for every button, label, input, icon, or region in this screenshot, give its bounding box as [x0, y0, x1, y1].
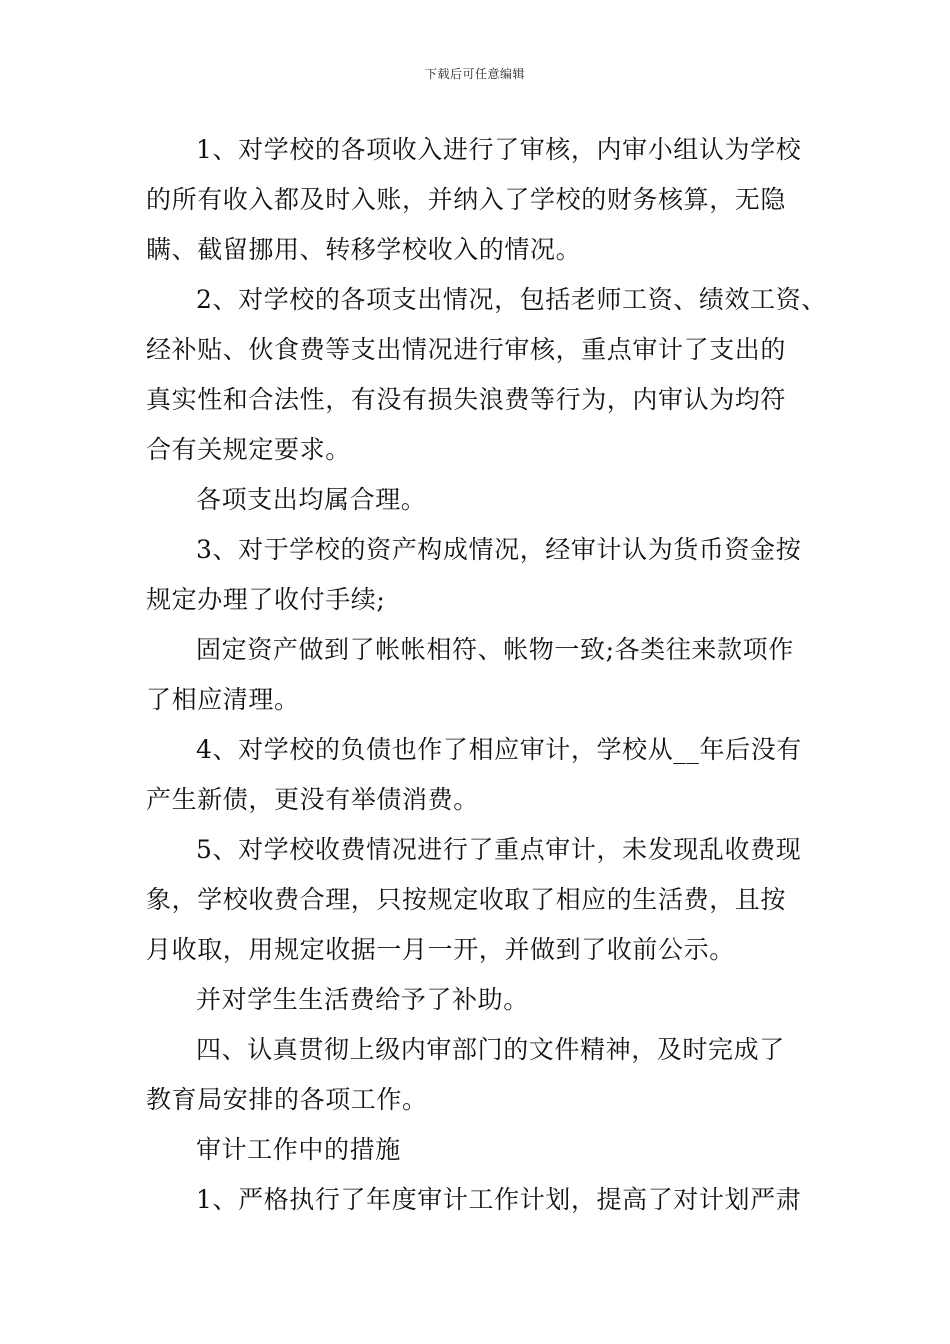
text-line: 了相应清理。	[146, 685, 300, 714]
text-line: 各项支出均属合理。	[196, 485, 427, 514]
text-line: 四、认真贯彻上级内审部门的文件精神，及时完成了	[196, 1035, 785, 1064]
text-line: 合有关规定要求。	[146, 435, 351, 464]
text-line: 并对学生生活费给予了补助。	[196, 985, 529, 1014]
text-line: 1、对学校的各项收入进行了审核，内审小组认为学校	[196, 135, 802, 164]
text-line: 的所有收入都及时入账，并纳入了学校的财务核算，无隐	[146, 185, 787, 214]
text-line: 5、对学校收费情况进行了重点审计，未发现乱收费现	[196, 835, 802, 864]
text-line: 象，学校收费合理，只按规定收取了相应的生活费，且按	[146, 885, 787, 914]
text-line: 1、严格执行了年度审计工作计划，提高了对计划严肃	[196, 1185, 802, 1214]
text-line: 月收取，用规定收据一月一开，并做到了收前公示。	[146, 935, 735, 964]
text-line: 瞒、截留挪用、转移学校收入的情况。	[146, 235, 582, 264]
text-line: 产生新债，更没有举债消费。	[146, 785, 479, 814]
text-line: 3、对于学校的资产构成情况，经审计认为货币资金按	[196, 535, 802, 564]
text-line: 固定资产做到了帐帐相符、帐物一致;各类往来款项作	[196, 635, 794, 664]
text-line: 真实性和合法性，有没有损失浪费等行为，内审认为均符	[146, 385, 787, 414]
section-heading: 审计工作中的措施	[196, 1135, 401, 1164]
text-line: 2、对学校的各项支出情况，包括老师工资、绩效工资、	[196, 285, 827, 314]
page-header: 下载后可任意编辑	[424, 67, 525, 81]
document-body	[146, 125, 827, 1225]
text-line: 经补贴、伙食费等支出情况进行审核，重点审计了支出的	[146, 335, 787, 364]
text-line: 教育局安排的各项工作。	[146, 1085, 428, 1114]
text-line: 4、对学校的负债也作了相应审计，学校从__年后没有	[196, 735, 802, 764]
text-line: 规定办理了收付手续;	[146, 585, 386, 614]
